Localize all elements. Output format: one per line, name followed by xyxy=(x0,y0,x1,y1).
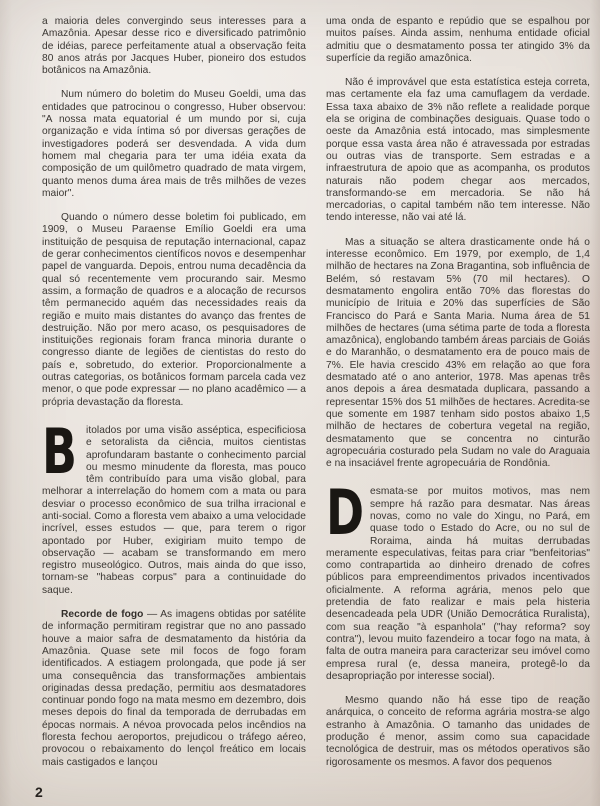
paragraph-dropcap xyxy=(326,476,590,683)
paragraph-text: esmata-se por muitos motivos, mas nem sempre há razão para desmatar. Nas áreas novas, como no vale do Xingu, no Pará, em quase todo o Estado do Acre, ou no sul de Roraima, ainda há muitas derrubadas meramente especulativas, feitas para criar "benfeitorias" como contrapartida ao dinheiro drenado de cofres públicos para empreendimentos privados incentivados oficialmente. A reforma agrária, menos pelo que pretendia de fato realizar e mais pela histeria desencadeada pela UDR (União Democrática Ruralista), com sua reação "à espanhola" ("hay reforma? soy contra"), levou muito fazendeiro a tocar fogo na mata, à falta de outra maneira para caracterizar seu imóvel como empresa rural (e, dessa maneira, protegê-lo da desapropriação por interesse social). xyxy=(326,486,590,682)
paragraph-continuation: a maioria deles convergindo seus interesses para a Amazônia. Apesar desse rico e diversificado patrimônio de idéias, parece perfeitamente atual a observação feita 80 anos atrás por Jacques Huber, pioneiro dos estudos botânicos na Amazônia. xyxy=(42,16,306,77)
paragraph: Mas a situação se altera drasticamente onde há o interesse econômico. Em 1979, por exemplo, de 1,4 milhão de hectares na Zona Bragantina, sob influência de Belém, só restavam 5% (70 mil hectares). O desmatamento engolira então 70% das florestas do município de Irituia e 20% das superfícies de São Francisco do Pará e Santa Maria. Numa área de 51 milhões de hectares (uma sétima parte de toda a floresta amazônica), englobando também áreas parciais de Goiás e do Maranhão, o desmatamento era de pouco mais de 7%. Ele havia crescido 43% em relação ao que fora desmatado até o ano anterior, 1978. Mas apenas três anos depois a área desmatada duplicara, passando a representar 15% dos 51 milhões de hectares. Acredita-se que somente em 1987 tenham sido postos abaixo 1,5 milhão de hectares de cobertura vegetal na região, desmatamento que se concentra no cinturão agropecuária costurado pela Sudam no vale do Araguaia e na insaciável frente agropecuária de Rondônia. xyxy=(326,236,590,470)
run-in-heading: Recorde de fogo xyxy=(61,609,144,621)
paragraph: Mesmo quando não há esse tipo de reação anárquica, o conceito de reforma agrária mostra-se algo estranho à Amazônia. O tamanho das unidades de produção é menor, assim como sua capacidade tecnológica de destruir, mas os métodos operativos são rigorosamente os mesmos. A favor dos pequenos xyxy=(326,695,590,768)
paragraph-dropcap xyxy=(42,414,306,597)
paragraph-text: — As imagens obtidas por satélite de informação permitiram registrar que no ano passado houve a maior safra de desmatamento da história da Amazônia. Quase sete mil focos de fogo foram identificados. A estiagem prolongada, que pode já ser uma consequência das transformações ambientais originadas dessa predação, permitiu aos desmatadores continuar pondo fogo na mata mesmo em dezembro, dois meses depois do final da temporada de derrubadas em épocas normais. A névoa provocada pelos incêndios na floresta fechou aeroportos, prejudicou o tráfego aéreo, provocou o rebaixamento do lençol freático em locais mais castigados e lançou xyxy=(42,609,306,768)
text-columns xyxy=(42,16,590,781)
left-column xyxy=(42,16,306,781)
right-column xyxy=(326,16,590,781)
paragraph-run-in-heading xyxy=(42,609,306,769)
paragraph-text: itolados por uma visão asséptica, especificiosa e setoralista da ciência, muitos cientistas aprofundaram bastante o conhecimento parcial ou mesmo minudente da floresta, mas pouco têm contribuído para uma visão global, para melhorar a interrelação do homem com a mata ou para desviar o processo econômico de sua trilha irracional e anti-social. Como a floresta vem abaixo a uma velocidade incrível, esses estudos — que, para terem o rigor apontado por Huber, exigiriam muito tempo de observação — acabam se transformando em mero registro museológico. Outros, mais ainda do que isso, tornam-se "habeas corpus" para a continuidade do saque. xyxy=(42,424,306,596)
paragraph: Não é improvável que esta estatística esteja correta, mas certamente ela faz uma camuflagem da verdade. Essa taxa abaixo de 3% não reflete a realidade porque ela se origina de combinações desiguais. Quase todo o oeste da Amazônia está intocado, mas simplesmente porque essa vasta área não é atravessada por estradas ou outras vias de transporte. Sem estradas e a infraestrutura de apoio que as acompanha, os produtos naturais não podem chegar aos mercados, transformando-se em mercadoria. Se não há mercadorias, o capital também não tem interesse. Não tendo interesse, não vai até lá. xyxy=(326,77,590,224)
paragraph-continuation: uma onda de espanto e repúdio que se espalhou por muitos países. Ainda assim, nenhuma entidade oficial admitiu que o desmatamento possa ter atingido 3% da superfície da região amazônica. xyxy=(326,16,590,64)
paragraph: Num número do boletim do Museu Goeldi, uma das entidades que patrocinou o congresso, Huber observou: "A nossa mata equatorial é um mundo por si, cuja organização e vida íntima só por diversas gerações de investigadores poderá ser desvendada. A vida dum homem mal chegaria para ter uma idéia exata da composição de um quilômetro quadrado de mata virgem, quanto menos duma área mais de três milhões de vezes maior". xyxy=(42,89,306,199)
page-number: 2 xyxy=(35,784,43,800)
dropcap-letter-d: D xyxy=(326,476,365,550)
paragraph: Quando o número desse boletim foi publicado, em 1909, o Museu Paraense Emílio Goeldi era uma instituição de pesquisa de reputação internacional, capaz de gerar conhecimentos científicos novos e desempenhar papel de vanguarda. Depois, entrou numa decadência da qual só recentemente vem procurando sair. Mesmo assim, a formação de quadros e a alocação de recursos têm permanecido aquém das necessidades reais da região e muito mais distantes do avanço das frentes de destruição. Não por mero acaso, os pesquisadores de instituições regionais foram franca minoria durante o congresso diante de legiões de cientistas do resto do país e, sobretudo, do exterior. Proporcionalmente a outras categorias, os botânicos formam parcela cada vez menor, o que pode expressar — no plano acadêmico — a própria devastação da floresta. xyxy=(42,212,306,408)
dropcap-letter-b: B xyxy=(42,414,78,488)
